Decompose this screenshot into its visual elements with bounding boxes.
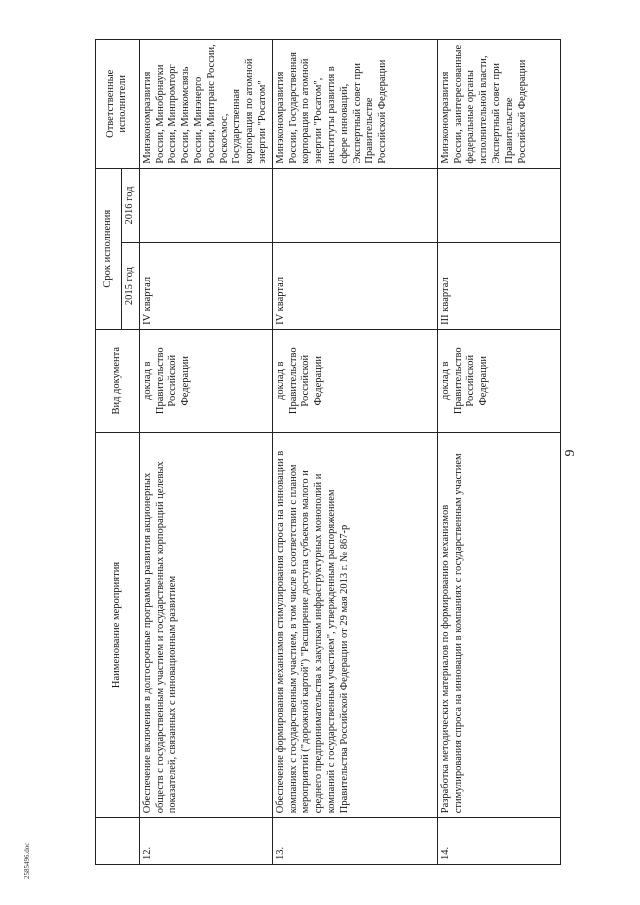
term-2016 [272, 168, 437, 243]
header-term: Срок исполнения [96, 168, 122, 329]
header-name: Наименование мероприятия [96, 432, 140, 818]
table-row [272, 40, 437, 865]
header-doc: Вид документа [96, 329, 140, 432]
term-2015: IV квартал [272, 243, 437, 329]
page-number: 9 [563, 449, 578, 457]
header-2015: 2015 год [122, 243, 140, 329]
term-2016 [139, 168, 272, 243]
responsible: Минэкономразвития России, Государственная корпорация по атомной энергии "Росатом", институты развития в сфере инноваций, Экспертный совет при Правительстве Российской Федерации [272, 40, 437, 169]
responsible: Минэкономразвития России, заинтересованные федеральные органы исполнительной власти, Экспертный совет при Правительстве Российской Федерации [437, 40, 560, 169]
row-number: 13. [272, 818, 437, 865]
measure-name: Обеспечение формирования механизмов стимулирования спроса на инновации в компаниях с государственным участием, в том числе в соответствии с планом мероприятий ("дорожной картой") "Расширение доступа субъектов малого и среднего предпринимательства к закупкам инфраструктурных монополий и компаний с государственным участием", утвержденным распоряжением Правительства Российской Федерации от 29 мая 2013 г. № 867-р [272, 432, 437, 818]
measures-table [95, 39, 561, 865]
document-id: 2585496.doc [23, 842, 31, 879]
table-row [139, 40, 272, 865]
term-2015: IV квартал [139, 243, 272, 329]
document-type: доклад в Правительство Российской Федерации [437, 329, 560, 432]
header-2016: 2016 год [122, 168, 140, 243]
measure-name: Обеспечение включения в долгосрочные программы развития акционерных обществ с государственным участием и государственных корпораций целевых показателей, связанных с инновационным развитием [139, 432, 272, 818]
header-num [96, 818, 140, 865]
table-row [437, 40, 560, 865]
document-type: доклад в Правительство Российской Федерации [272, 329, 437, 432]
measure-name: Разработка методических материалов по формированию механизмов стимулирования спроса на инновации в компаниях с государственным участием [437, 432, 560, 818]
document-type: доклад в Правительство Российской Федерации [139, 329, 272, 432]
term-2016 [437, 168, 560, 243]
term-2015: III квартал [437, 243, 560, 329]
responsible: Минэкономразвития России, Минобрнауки России, Минпромторг России, Минкомсвязь России, Минэнерго России, Минтранс России, Роскосмос, Государственная корпорация по атомной энергии "Росатом" [139, 40, 272, 169]
row-number: 14. [437, 818, 560, 865]
row-number: 12. [139, 818, 272, 865]
measures-table-container [95, 39, 545, 865]
header-resp: Ответственные исполнители [96, 40, 140, 169]
